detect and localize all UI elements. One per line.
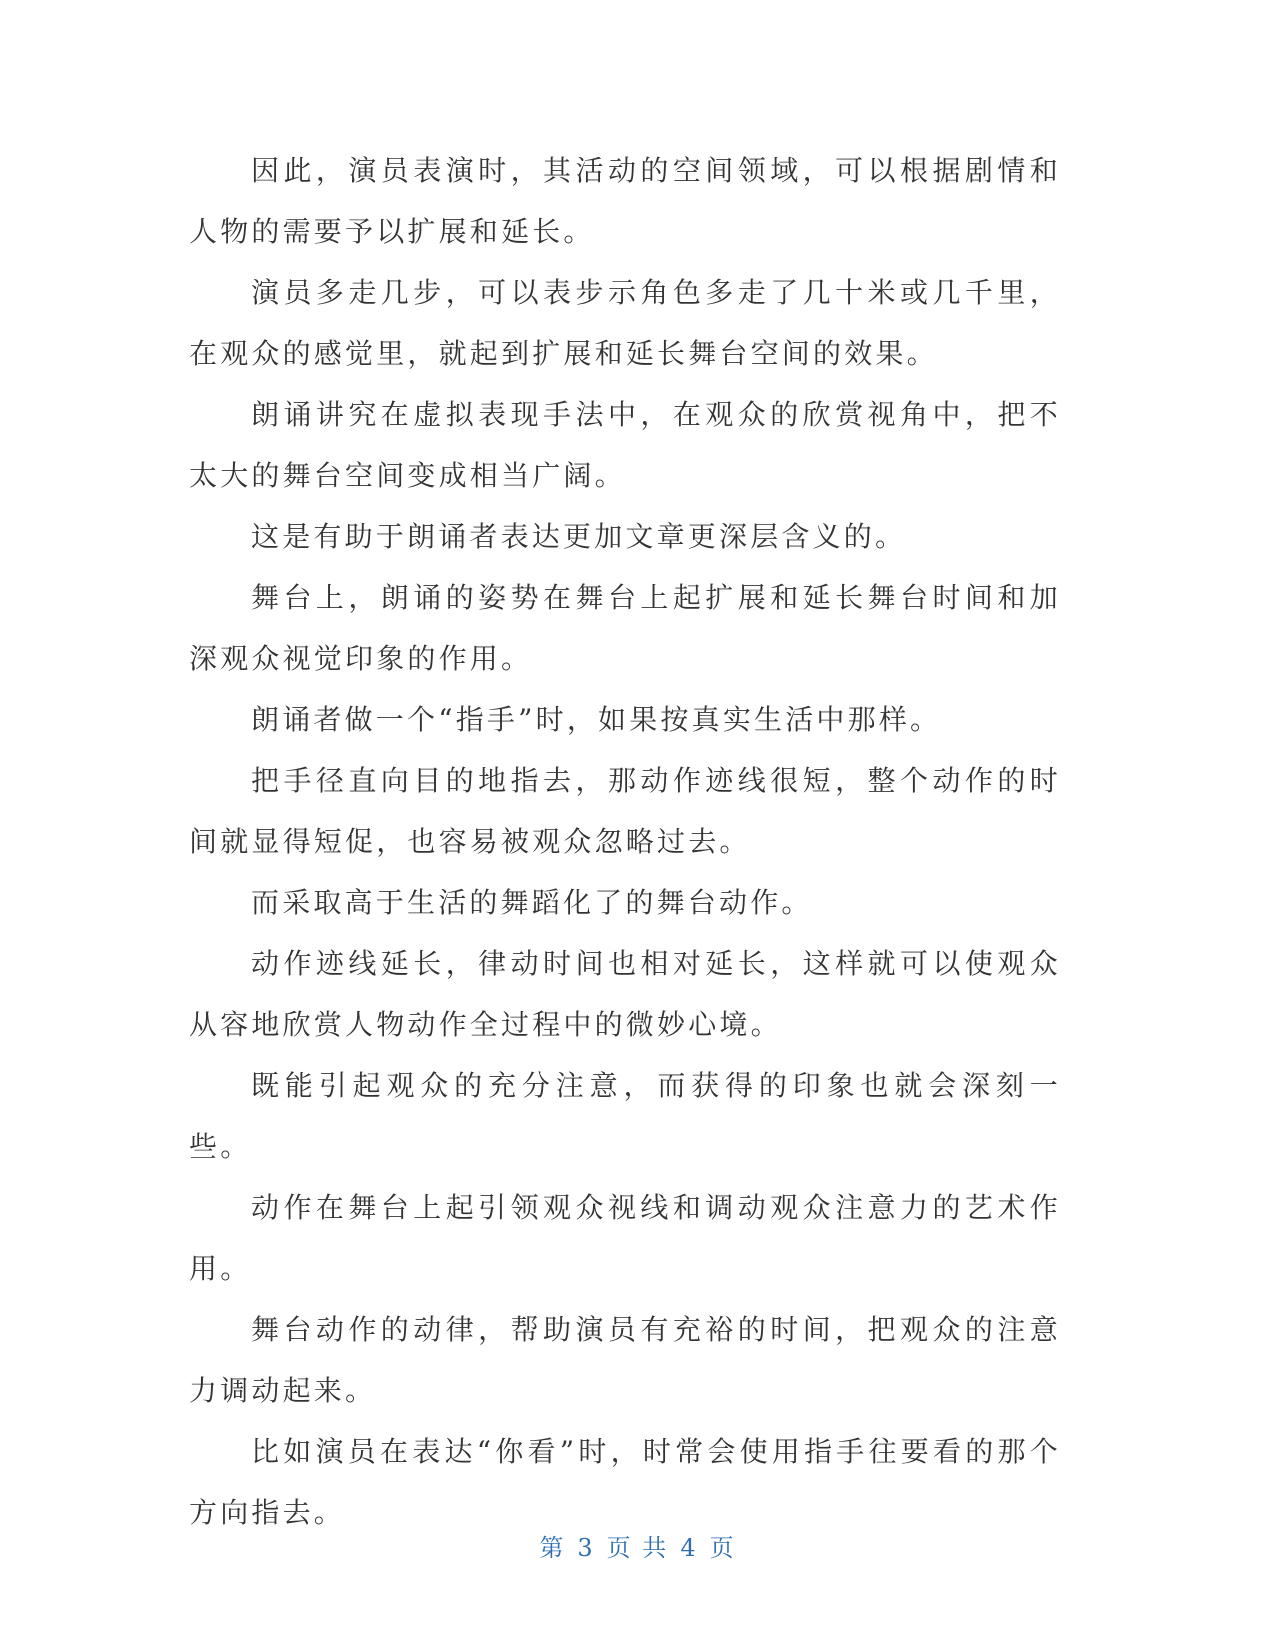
body-text (189, 140, 1061, 1543)
paragraph: 既能引起观众的充分注意，而获得的印象也就会深刻一些。 (189, 1069, 1061, 1163)
total-page-count: 4 (680, 1534, 698, 1562)
paragraph: 舞台上，朗诵的姿势在舞台上起扩展和延长舞台时间和加深观众视觉印象的作用。 (189, 581, 1061, 675)
paragraph: 而采取高于生活的舞蹈化了的舞台动作。 (251, 886, 813, 919)
footer-middle: 页 共 (606, 1534, 669, 1562)
paragraph: 动作迹线延长，律动时间也相对延长，这样就可以使观众从容地欣赏人物动作全过程中的微妙心境。 (189, 947, 1061, 1041)
paragraph: 动作在舞台上起引领观众视线和调动观众注意力的艺术作用。 (189, 1191, 1061, 1285)
paragraph: 因此，演员表演时，其活动的空间领域，可以根据剧情和人物的需要予以扩展和延长。 (189, 154, 1061, 248)
footer-suffix: 页 (709, 1534, 736, 1562)
paragraph: 比如演员在表达“你看”时，时常会使用指手往要看的那个方向指去。 (189, 1435, 1061, 1529)
paragraph: 演员多走几步，可以表步示角色多走了几十米或几千里，在观众的感觉里，就起到扩展和延长舞台空间的效果。 (189, 276, 1061, 370)
paragraph: 朗诵讲究在虚拟表现手法中，在观众的欣赏视角中，把不太大的舞台空间变成相当广阔。 (189, 398, 1061, 492)
paragraph: 把手径直向目的地指去，那动作迹线很短，整个动作的时间就显得短促，也容易被观众忽略过去。 (189, 764, 1061, 858)
paragraph: 这是有助于朗诵者表达更加文章更深层含义的。 (251, 520, 907, 553)
paragraph: 朗诵者做一个“指手”时，如果按真实生活中那样。 (251, 703, 942, 736)
paragraph: 舞台动作的动律，帮助演员有充裕的时间，把观众的注意力调动起来。 (189, 1313, 1061, 1407)
footer-prefix: 第 (539, 1534, 566, 1562)
page-number-footer (0, 1528, 1275, 1563)
current-page-number: 3 (577, 1534, 595, 1562)
